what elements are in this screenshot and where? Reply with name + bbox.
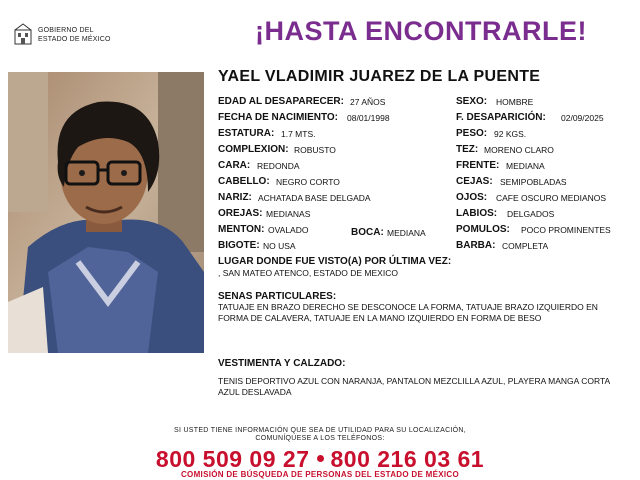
ears-label: OREJAS:	[218, 208, 263, 219]
age-label: EDAD AL DESAPARECER:	[218, 96, 344, 107]
cheekbones-value: POCO PROMINENTES	[521, 225, 611, 235]
skin-value: MORENO CLARO	[484, 145, 554, 155]
eyebrows-value: SEMIPOBLADAS	[500, 177, 567, 187]
skin-label: TEZ:	[456, 144, 479, 155]
mouth-value: MEDIANA	[387, 228, 426, 238]
disappearance-date-value: 02/09/2025	[561, 113, 604, 123]
weight-label: PESO:	[456, 128, 488, 139]
phone-number-1[interactable]: 800 509 09 27	[155, 446, 310, 472]
logo-line-1: GOBIERNO DEL	[38, 27, 94, 34]
build-value: ROBUSTO	[294, 145, 336, 155]
eyes-label: OJOS:	[456, 192, 488, 203]
government-logo	[12, 22, 122, 50]
person-portrait-icon	[8, 72, 204, 353]
beard-value: COMPLETA	[502, 241, 549, 251]
lips-value: DELGADOS	[507, 209, 555, 219]
hair-label: CABELLO:	[218, 176, 270, 187]
missing-person-photo	[8, 72, 204, 353]
lips-label: LABIOS:	[456, 208, 498, 219]
forehead-value: MEDIANA	[506, 161, 545, 171]
sex-label: SEXO:	[456, 96, 488, 107]
beard-label: BARBA:	[456, 240, 496, 251]
nose-label: NARIZ:	[218, 192, 252, 203]
clothing-value: TENIS DEPORTIVO AZUL CON NARANJA, PANTALON MEZCLILLA AZUL, PLAYERA MANGA CORTA AZUL DESLAVADA	[218, 376, 610, 397]
height-label: ESTATURA:	[218, 128, 275, 139]
sex-value: HOMBRE	[496, 97, 534, 107]
clothing-title: VESTIMENTA Y CALZADO:	[218, 358, 346, 369]
chin-label: MENTON:	[218, 224, 265, 235]
person-name: YAEL VLADIMIR JUAREZ DE LA PUENTE	[218, 68, 541, 85]
contact-info-line-2: COMUNÍQUESE A LOS TELÉFONOS:	[255, 435, 385, 442]
state-emblem-icon	[12, 22, 34, 46]
headline: ¡HASTA ENCONTRARLE!	[255, 16, 587, 46]
mustache-label: BIGOTE:	[218, 240, 260, 251]
mouth-label: BOCA:	[351, 227, 384, 238]
birth-date-label: FECHA DE NACIMIENTO:	[218, 112, 338, 123]
cheekbones-label: POMULOS:	[456, 224, 510, 235]
commission-name: COMISIÓN DE BÚSQUEDA DE PERSONAS DEL ESTADO DE MÉXICO	[180, 470, 459, 479]
contact-info-line-1: SI USTED TIENE INFORMACIÓN QUE SEA DE UTILIDAD PARA SU LOCALIZACIÓN,	[173, 427, 467, 434]
phone-numbers	[0, 446, 640, 473]
build-label: COMPLEXION:	[218, 144, 289, 155]
birth-date-value: 08/01/1998	[347, 113, 390, 123]
forehead-label: FRENTE:	[456, 160, 500, 171]
age-value: 27 AÑOS	[350, 97, 386, 107]
face-value: REDONDA	[257, 161, 300, 171]
weight-value: 92 KGS.	[494, 129, 527, 139]
ears-value: MEDIANAS	[266, 209, 311, 219]
eyes-value: CAFE OSCURO MEDIANOS	[496, 193, 607, 203]
last-seen-title: LUGAR DONDE FUE VISTO(A) POR ÚLTIMA VEZ:	[218, 256, 452, 267]
last-seen-value: , SAN MATEO ATENCO, ESTADO DE MEXICO	[218, 268, 398, 278]
height-value: 1.7 MTS.	[281, 129, 316, 139]
face-label: CARA:	[218, 160, 251, 171]
eyebrows-label: CEJAS:	[456, 176, 493, 187]
bullet-dot-icon	[317, 455, 324, 462]
hair-value: NEGRO CORTO	[276, 177, 340, 187]
chin-value: OVALADO	[268, 225, 309, 235]
mustache-value: NO USA	[263, 241, 296, 251]
distinguishing-marks-value: TATUAJE EN BRAZO DERECHO SE DESCONOCE LA FORMA, TATUAJE BRAZO IZQUIERDO EN FORMA DE CALAVERA, TATUAJE EN LA MANO IZQUIERDO EN FORMA DE BESO	[218, 302, 598, 323]
logo-line-2: ESTADO DE MÉXICO	[38, 36, 111, 43]
phone-number-2[interactable]: 800 216 03 61	[330, 446, 485, 472]
distinguishing-marks-title: SENAS PARTICULARES:	[218, 291, 337, 302]
disappearance-date-label: F. DESAPARICIÓN:	[456, 112, 546, 123]
nose-value: ACHATADA BASE DELGADA	[258, 193, 371, 203]
